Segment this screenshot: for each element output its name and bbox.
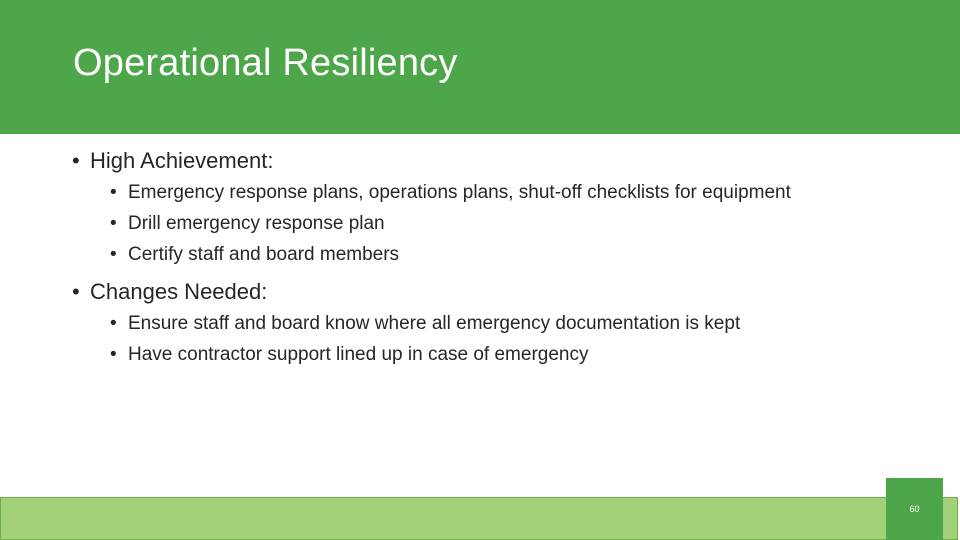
list-item: • Ensure staff and board know where all emergency documentation is kept bbox=[110, 311, 892, 336]
footer-bar bbox=[0, 497, 958, 540]
sub-bullet-list bbox=[72, 311, 892, 367]
sub-bullet-list bbox=[72, 180, 892, 267]
list-item: • Drill emergency response plan bbox=[110, 211, 892, 236]
slide-content bbox=[72, 146, 892, 373]
page-number-box bbox=[886, 478, 943, 540]
page-number: 60 bbox=[909, 504, 920, 514]
section-heading: • Changes Needed: bbox=[72, 277, 892, 307]
section-high-achievement bbox=[72, 146, 892, 267]
title-banner bbox=[0, 0, 960, 134]
list-item: • Emergency response plans, operations plans, shut-off checklists for equipment bbox=[110, 180, 892, 205]
list-item: • Have contractor support lined up in case of emergency bbox=[110, 342, 892, 367]
slide-title: Operational Resiliency bbox=[73, 42, 458, 84]
list-item: • Certify staff and board members bbox=[110, 242, 892, 267]
section-heading: • High Achievement: bbox=[72, 146, 892, 176]
section-changes-needed bbox=[72, 277, 892, 367]
